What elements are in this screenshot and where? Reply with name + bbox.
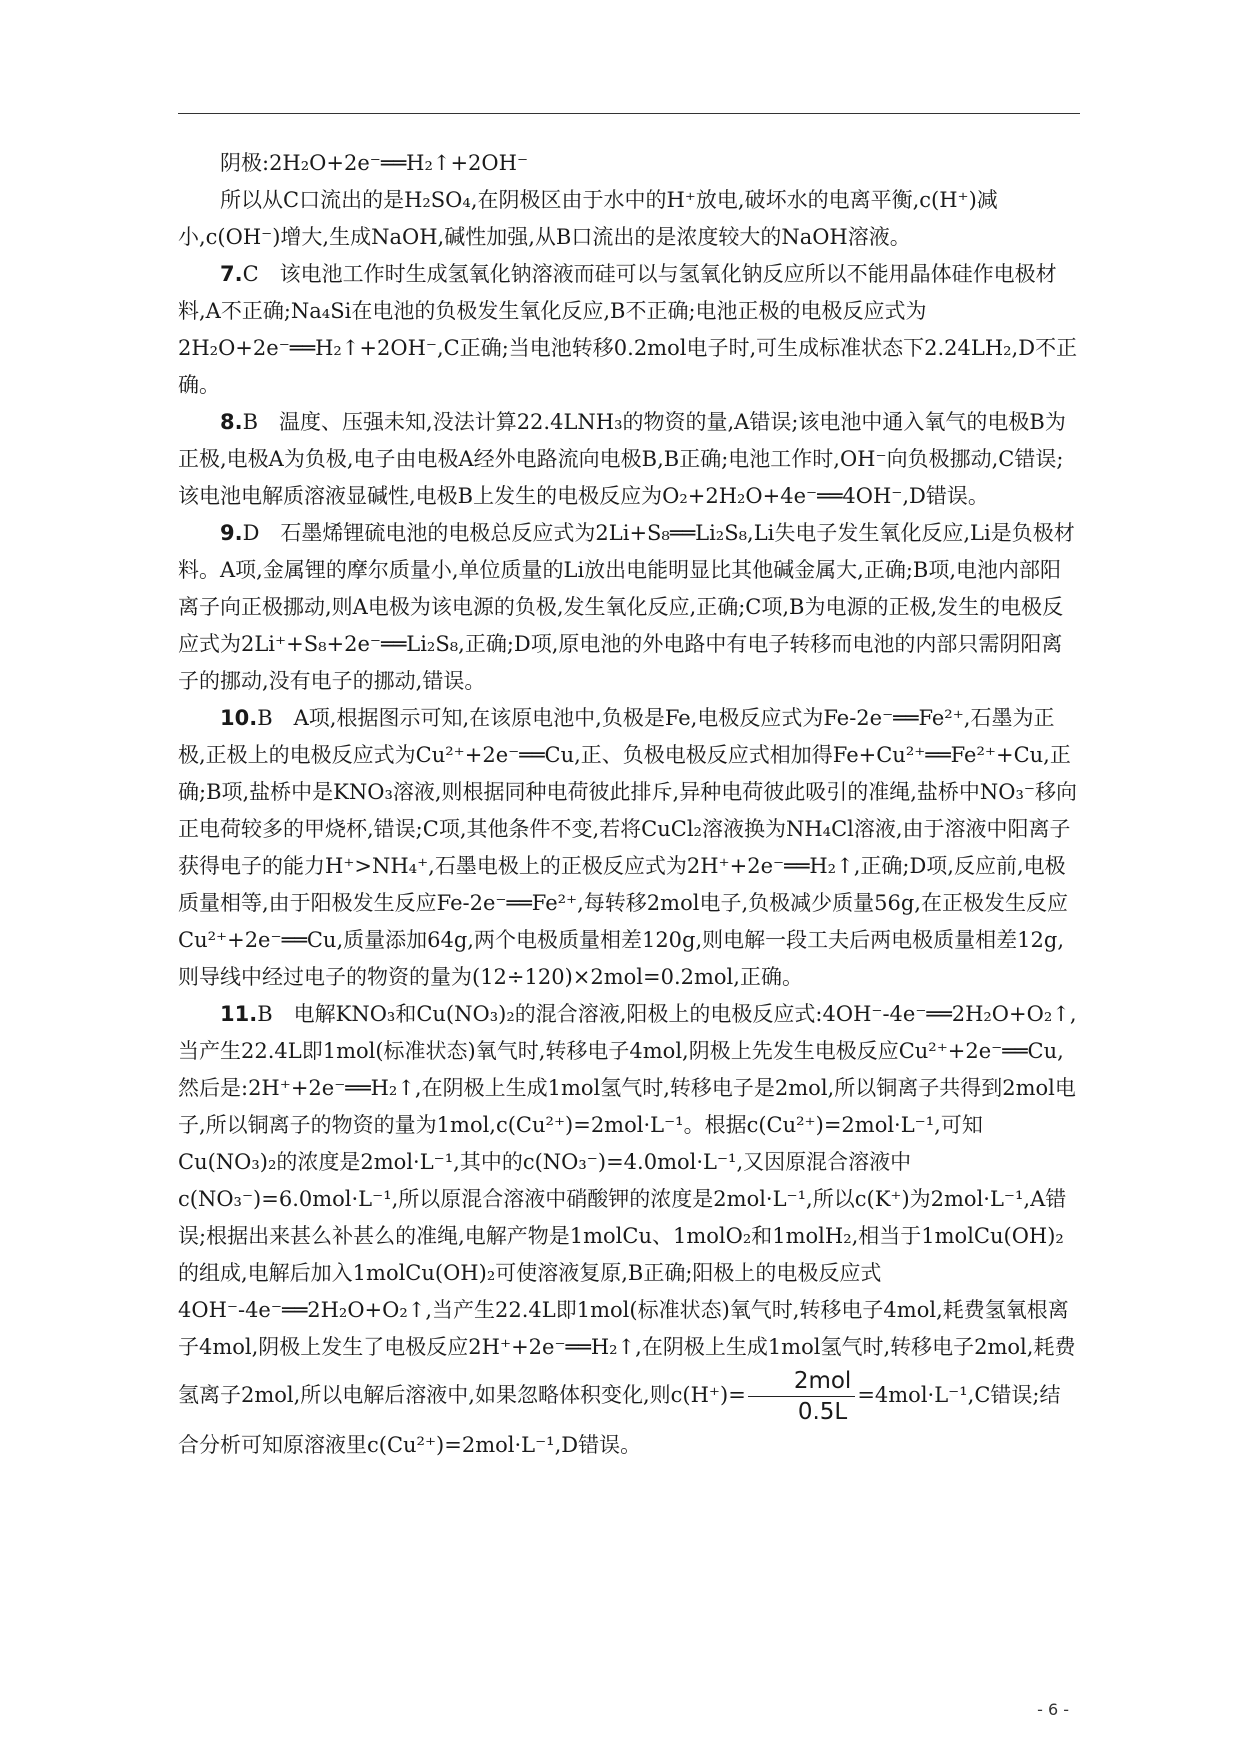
concentration-fraction — [748, 1366, 856, 1427]
answer-8-text: B 温度、压强未知,没法计算22.4LNH₃的物资的量,A错误;该电池中通入氧气的电极B为正极,电极A为负极,电子由电极A经外电路流向电极B,B正确;电池工作时,OH⁻向负极挪动,C错误;该电池电解质溶液显碱性,电极B上发生的电极反应为O₂+2H₂O+4e⁻══4OH⁻,D错误。 — [178, 410, 1066, 508]
fraction-numerator: 2mol — [748, 1366, 856, 1397]
answer-10-text-a: B A项,根据图示可知,在该原电池中,负极是Fe,电极反应式为Fe-2e⁻══Fe²⁺,石墨为正极,正极上的电极反应式为Cu²⁺+2e⁻══Cu,正、负极电极反应式相加得Fe+Cu²⁺══Fe²⁺+Cu,正确;B项,盐桥中是KNO₃溶液,则根据同种电荷彼此排斥,异种电荷彼此吸引的准绳,盐桥中NO₃⁻移向正电荷较多的甲烧杯,错误;C项,其他条件不变,若将CuCl₂溶液换为NH₄Cl溶液,由于溶液中阳离子获得电子的能力H⁺>NH₄⁺,石墨电极上 — [178, 706, 1077, 878]
answer-11-text-b: =4mol·L⁻¹,C错误;结合分析可知原溶液里c(Cu²⁺)=2mol·L⁻¹,D错误。 — [178, 1383, 1061, 1457]
answer-11-number: 11. — [220, 1002, 258, 1026]
answer-7 — [178, 256, 1078, 404]
answer-9-number: 9. — [220, 521, 243, 545]
answer-11-text-a: B 电解KNO₃和Cu(NO₃)₂的混合溶液,阳极上的电极反应式:4OH⁻-4e⁻══2H₂O+O₂↑,当产生22.4L即1mol(标准状态)氧气时,转移电子4mol,阴极上先发生电极反应Cu²⁺+2e⁻══Cu,然后是:2H⁺+2e⁻══H₂↑,在阴极上生成1mol氢气时,转移电子是2mol,所以铜离子共得到2mol电子,所以铜离子的物资的量为1mol,c(Cu²⁺)=2mol·L⁻¹。根据c(Cu²⁺)=2mol·L⁻¹,可知Cu(NO₃)₂的浓度是2mol·L⁻¹,其中的c(NO₃⁻)=4.0mol·L⁻¹,又因原混合溶液中c(NO₃⁻)=6.0mol·L⁻¹,所以原混合溶液中硝酸钾的浓度是2mol·L⁻¹,所以c(K⁺)为2mol·L⁻¹,A错误;根据出来甚么补甚么的准绳,电解产物是1molCu、1molO₂和1molH₂,相当于1molCu(OH)₂的组成,电解后加入1molCu(OH)₂可使溶液复原,B正确;阳极上的电极反应式4OH⁻-4e⁻══2H₂O+O₂↑,当产生22.4L即1mol(标准状态)氧气时,转移电子4mol,耗费氢氧根离子4mol,阴极上发生了电极反应2H⁺+2e⁻══H₂↑,在阴极上生成1mol氢气时,转移电子2mol,耗费氢离子2mol,所以电解后溶液中,如果忽略体积变化,则c(H⁺)= — [178, 1002, 1077, 1407]
fraction-denominator: 0.5L — [797, 1399, 848, 1425]
answer-7-text: C 该电池工作时生成氢氧化钠溶液而硅可以与氢氧化钠反应所以不能用晶体硅作电极材料,A不正确;Na₄Si在电池的负极发生氧化反应,B不正确;电池正极的电极反应式为2H₂O+2e⁻══H₂↑+2OH⁻,C正确;当电池转移0.2mol电子时,可生成标准状态下2.24LH₂,D不正确。 — [178, 262, 1078, 397]
answer-7-number: 7. — [220, 262, 243, 286]
page-number: - 6 - — [1037, 1700, 1069, 1719]
explanation-6: 所以从C口流出的是H₂SO₄,在阴极区由于水中的H⁺放电,破坏水的电离平衡,c(H⁺)减小,c(OH⁻)增大,生成NaOH,碱性加强,从B口流出的是浓度较大的NaOH溶液。 — [178, 188, 998, 249]
answer-10-number: 10. — [220, 706, 258, 730]
answer-9-text: D 石墨烯锂硫电池的电极总反应式为2Li+S₈══Li₂S₈,Li失电子发生氧化反应,Li是负极材料。A项,金属锂的摩尔质量小,单位质量的Li放出电能明显比其他碱金属大,正确;B项,电池内部阳离子向正极挪动,则A电极为该电源的负极,发生氧化反应,正确;C项,B为电源的正极,发生的电极反应式为2Li⁺+S₈+2e⁻══Li₂S₈,正确;D项,原电池的外电路中有电子转移而电池的内部只需阴阳离子的挪动,没有电子的挪动,错误。 — [178, 521, 1075, 693]
header-rule — [178, 113, 1080, 114]
answer-8 — [178, 404, 1078, 515]
answer-11 — [178, 996, 1078, 1464]
answer-10 — [178, 700, 1078, 996]
answer-9 — [178, 515, 1078, 700]
cathode-equation: 阴极:2H₂O+2e⁻══H₂↑+2OH⁻ — [220, 151, 529, 175]
answer-text — [178, 145, 1078, 1464]
answer-8-number: 8. — [220, 410, 243, 434]
answer-10-text-b: 的正极反应式为2H⁺+2e⁻══H₂↑,正确;D项,反应前,电极质量相等,由于阳极发生反应Fe-2e⁻══Fe²⁺,每转移2mol电子,负极减少质量56g,在正极发生反应Cu²⁺+2e⁻══Cu,质量添加64g,两个电极质量相差120g,则电解一段工夫后两电极质量相差12g,则导线中经过电子的物资的量为(12÷120)×2mol=0.2mol,正确。 — [178, 854, 1068, 989]
